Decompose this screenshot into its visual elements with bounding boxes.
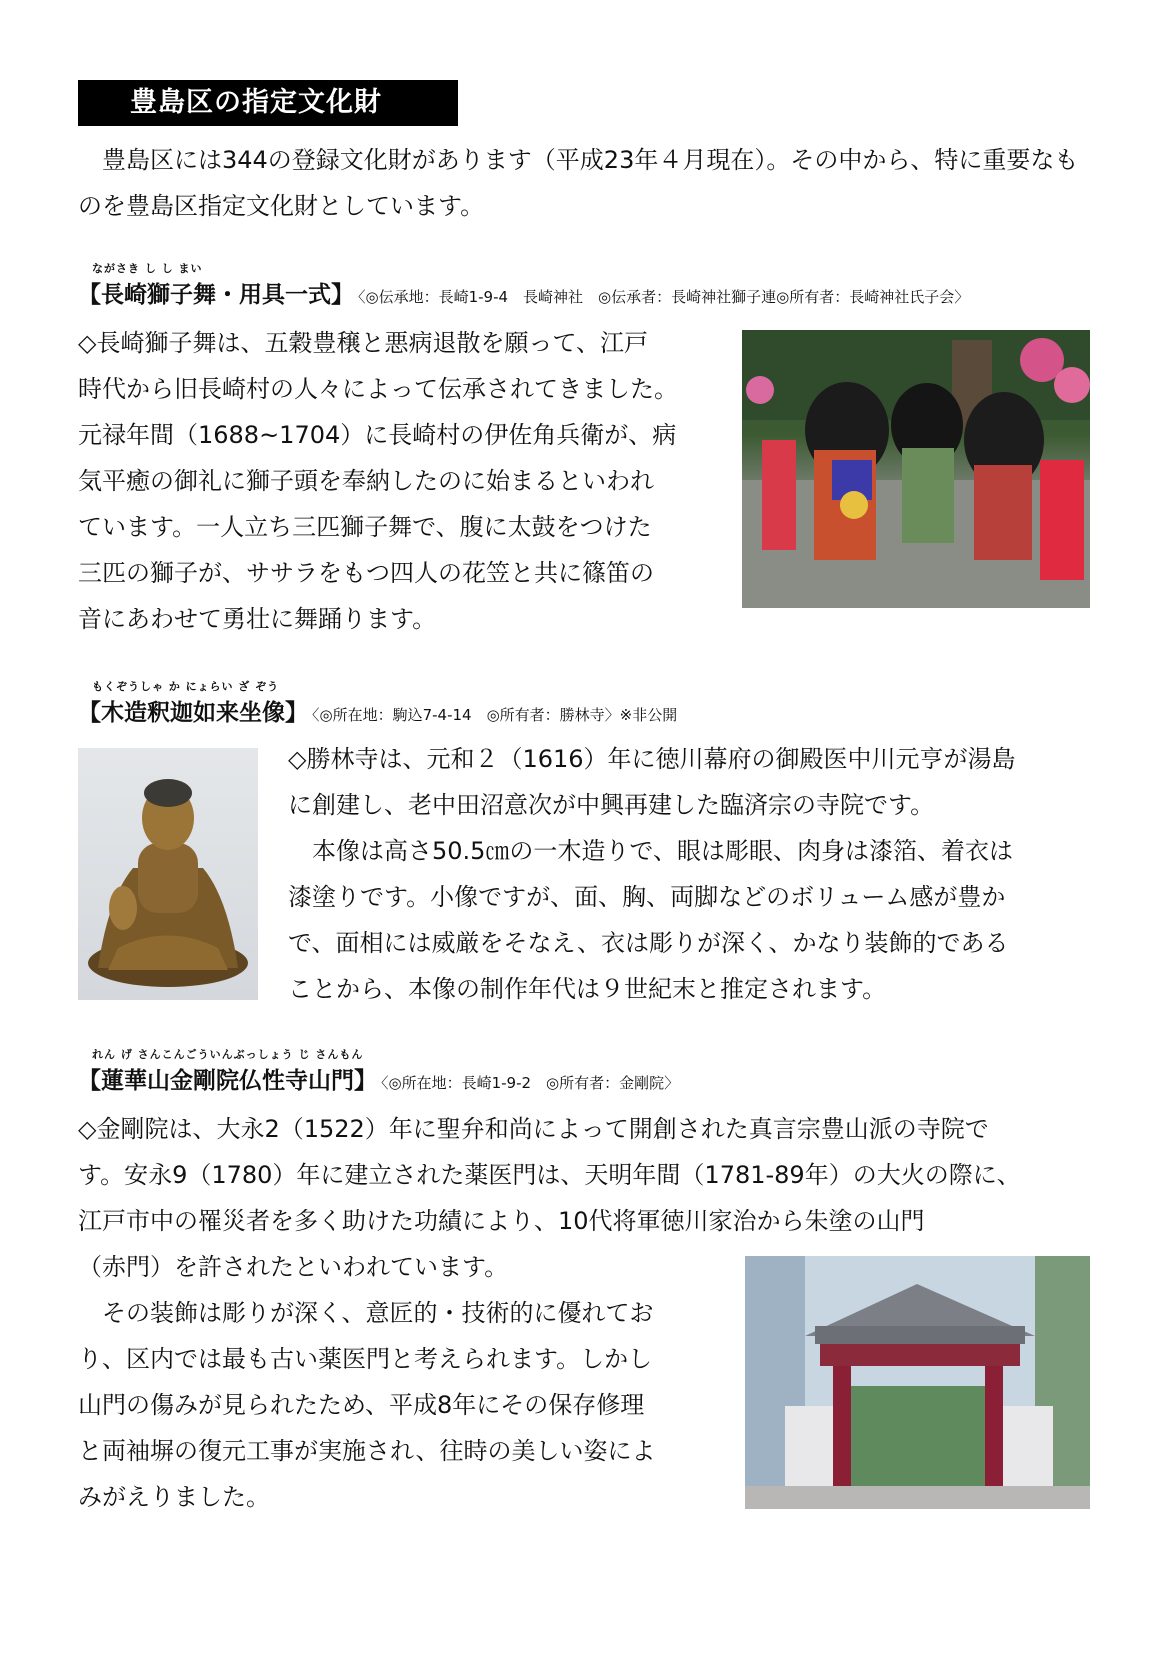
- body-line: 気平癒の御礼に獅子頭を奉納したのに始まるといわれ: [78, 467, 654, 495]
- section-heading-shishimai: [78, 262, 969, 309]
- body-line: ◇金剛院は、大永2（1522）年に聖弁和尚によって開創された真言宗豊山派の寺院で: [78, 1115, 989, 1143]
- lion-dance-photo: [742, 330, 1090, 608]
- body-line: （赤門）を許されたといわれています。: [78, 1253, 509, 1281]
- body-line: 三匹の獅子が、ササラをもつ四人の花笠と共に篠笛の: [78, 559, 654, 587]
- body-line: みがえりました。: [78, 1483, 270, 1511]
- body-line: 山門の傷みが見られたため、平成8年にその保存修理: [78, 1391, 645, 1419]
- heading-title: 【木造釈迦如来坐像】: [78, 700, 308, 726]
- body-line: 音にあわせて勇壮に舞踊ります。: [78, 605, 437, 633]
- body-line: ◇勝林寺は、元和２（1616）年に徳川幕府の御殿医中川元亨が湯島: [288, 745, 1016, 773]
- body-line: 本像は高さ50.5㎝の一木造りで、眼は彫眼、肉身は漆箔、着衣は: [312, 837, 1013, 865]
- section-body-gate-narrow: [78, 1290, 738, 1520]
- body-line: 江戸市中の罹災者を多く助けた功績により、10代将軍徳川家治から朱塗の山門: [78, 1207, 925, 1235]
- heading-ruby: れん げ さんこんごういんぶっしょう じ さんもん: [92, 1048, 364, 1061]
- buddha-statue-photo: [78, 748, 258, 1000]
- body-line: 漆塗りです。小像ですが、面、胸、両脚などのボリューム感が豊か: [288, 883, 1006, 911]
- heading-info: 〈◎伝承地：長崎1-9-4 長崎神社 ◎伝承者：長崎神社獅子連◎所有者：長崎神社氏子会〉: [358, 288, 970, 306]
- section-body-shishimai: [78, 320, 738, 642]
- body-line: ◇長崎獅子舞は、五穀豊穣と悪病退散を願って、江戸: [78, 329, 648, 357]
- body-line: ことから、本像の制作年代は９世紀末と推定されます。: [288, 975, 887, 1003]
- body-line: り、区内では最も古い薬医門と考えられます。しかし: [78, 1345, 653, 1373]
- section-heading-buddha: [78, 680, 677, 727]
- heading-title: 【長崎獅子舞・用具一式】: [78, 282, 354, 308]
- heading-info: 〈◎所在地：駒込7-4-14 ◎所有者：勝林寺〉※非公開: [312, 706, 678, 724]
- intro-text: 豊島区には344の登録文化財があります（平成23年４月現在）。その中から、特に重要なものを豊島区指定文化財としています。: [78, 146, 1079, 220]
- heading-ruby: もくぞうしゃ か にょらい ざ ぞう: [92, 680, 280, 693]
- temple-gate-photo: [745, 1256, 1090, 1509]
- heading-info: 〈◎所在地：長崎1-9-2 ◎所有者：金剛院〉: [381, 1074, 680, 1092]
- page-title: 豊島区の指定文化財: [78, 80, 458, 126]
- body-line: ています。一人立ち三匹獅子舞で、腹に太鼓をつけた: [78, 513, 652, 541]
- body-line: 元禄年間（1688~1704）に長崎村の伊佐角兵衛が、病: [78, 421, 677, 449]
- body-line: で、面相には威厳をそなえ、衣は彫りが深く、かなり装飾的である: [288, 929, 1009, 957]
- heading-ruby: ながさき し し まい: [92, 262, 203, 275]
- section-body-buddha: [288, 736, 1093, 1012]
- body-line: その装飾は彫りが深く、意匠的・技術的に優れてお: [102, 1299, 654, 1327]
- body-line: す。安永9（1780）年に建立された薬医門は、天明年間（1781-89年）の大火の際に、: [78, 1161, 1021, 1189]
- section-heading-gate: [78, 1048, 679, 1095]
- body-line: に創建し、老中田沼意次が中興再建した臨済宗の寺院です。: [288, 791, 935, 819]
- body-line: と両袖塀の復元工事が実施され、往時の美しい姿によ: [78, 1437, 656, 1465]
- body-line: 時代から旧長崎村の人々によって伝承されてきました。: [78, 375, 678, 403]
- intro-paragraph: [78, 137, 1090, 229]
- heading-title: 【蓮華山金剛院仏性寺山門】: [78, 1068, 377, 1094]
